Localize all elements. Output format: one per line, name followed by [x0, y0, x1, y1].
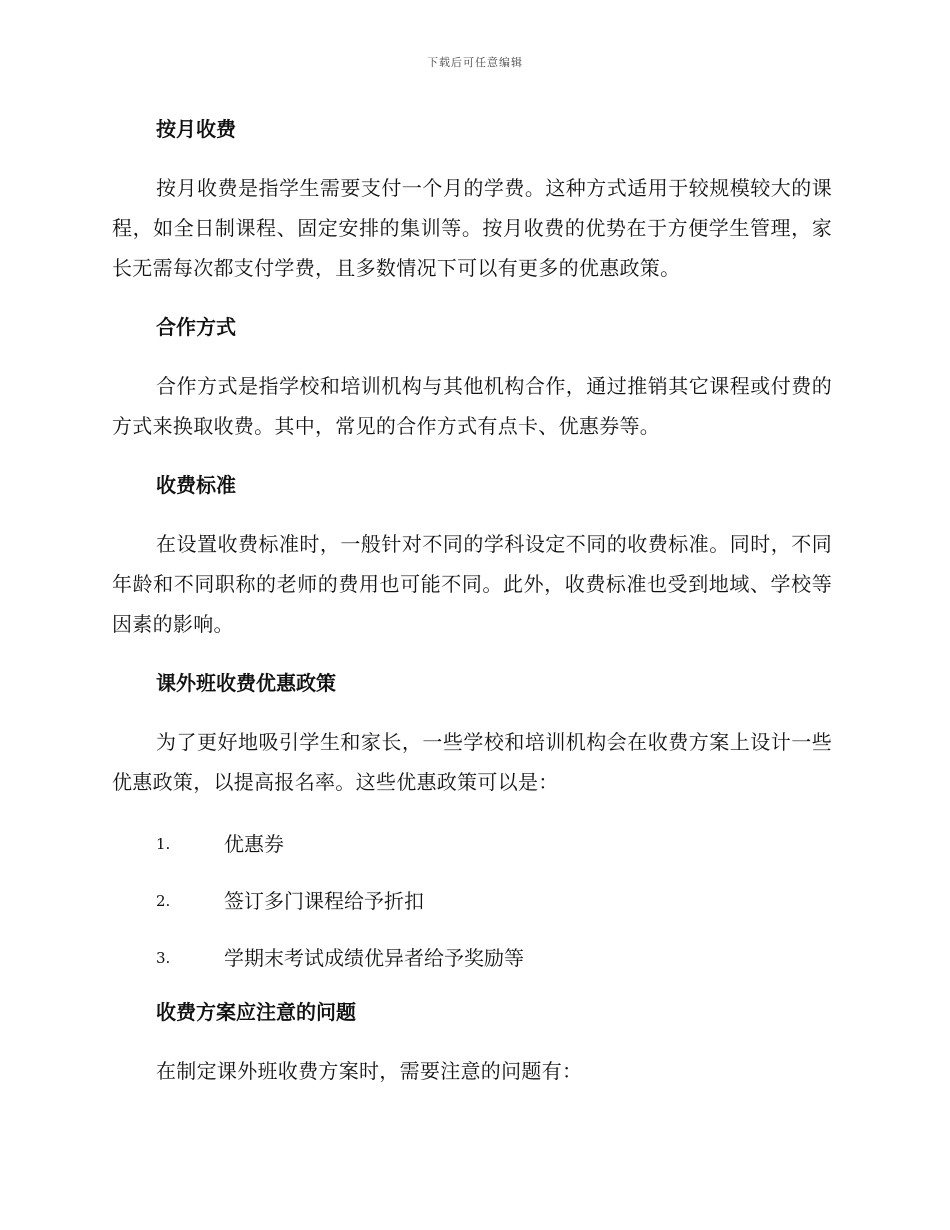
list-item	[112, 824, 832, 864]
section-paragraph-monthly: 按月收费是指学生需要支付一个月的学费。这种方式适用于较规模较大的课程，如全日制课程、固定安排的集训等。按月收费的优势在于方便学生管理，家长无需每次都支付学费，且多数情况下可以有更多的优惠政策。	[112, 176, 832, 280]
discount-list	[112, 824, 832, 978]
section-heading-monthly: 按月收费	[156, 117, 236, 141]
list-text: 签订多门课程给予折扣	[224, 889, 424, 913]
section-heading-standard: 收费标准	[156, 473, 236, 497]
list-number: 2.	[156, 892, 171, 910]
list-text: 学期末考试成绩优异者给予奖励等	[224, 946, 524, 970]
section-paragraph-notes: 在制定课外班收费方案时，需要注意的问题有：	[156, 1059, 583, 1083]
list-item	[112, 938, 832, 978]
section-paragraph-cooperation: 合作方式是指学校和培训机构与其他机构合作，通过推销其它课程或付费的方式来换取收费。其中，常见的合作方式有点卡、优惠券等。	[112, 374, 832, 438]
section-heading-discount-policy: 课外班收费优惠政策	[156, 671, 336, 695]
section-heading-cooperation: 合作方式	[156, 315, 236, 339]
list-number: 1.	[156, 835, 171, 853]
list-number: 3.	[156, 949, 171, 967]
section-paragraph-standard: 在设置收费标准时，一般针对不同的学科设定不同的收费标准。同时，不同年龄和不同职称的老师的费用也可能不同。此外，收费标准也受到地域、学校等因素的影响。	[112, 532, 832, 636]
list-text: 优惠券	[224, 832, 284, 856]
document-body	[112, 112, 832, 1113]
list-item	[112, 881, 832, 921]
section-paragraph-discount-policy: 为了更好地吸引学生和家长，一些学校和培训机构会在收费方案上设计一些优惠政策，以提高报名率。这些优惠政策可以是：	[112, 730, 832, 794]
section-heading-notes: 收费方案应注意的问题	[156, 1000, 356, 1024]
header-note: 下载后可任意编辑	[427, 56, 523, 69]
